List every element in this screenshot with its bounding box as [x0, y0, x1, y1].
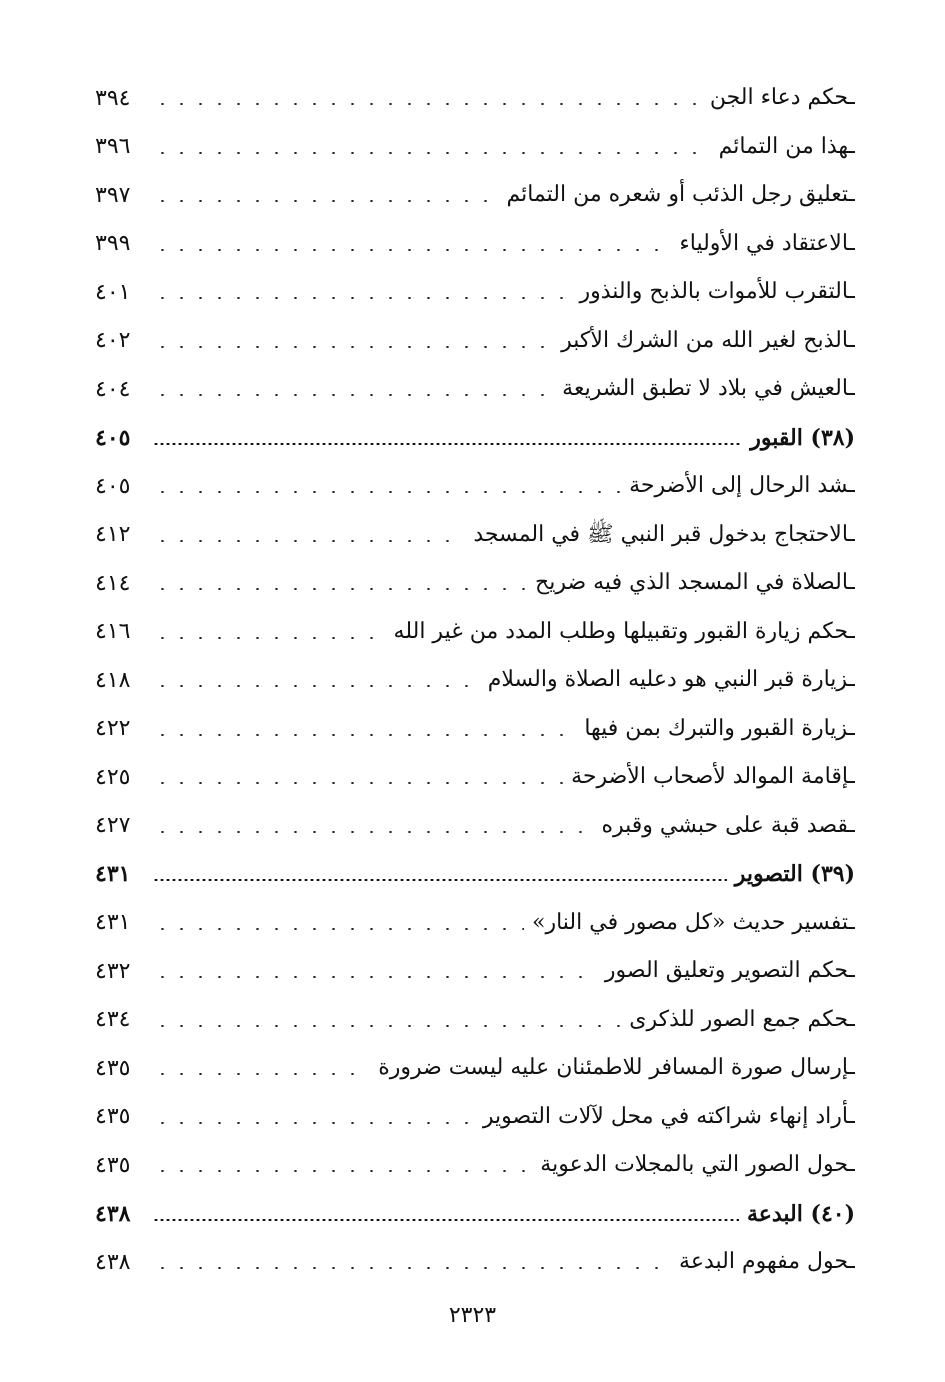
dot-leader [153, 1122, 475, 1124]
toc-entry [95, 171, 855, 220]
toc-entry-title: (٤٠) البدعة [746, 1200, 855, 1227]
dot-leader [153, 1025, 621, 1027]
dot-leader [153, 782, 563, 784]
dot-leader [153, 976, 597, 978]
toc-entry [95, 996, 855, 1045]
toc-entry-title: ـقصد قبة على حبشي وقبره [601, 812, 855, 838]
dot-leader [153, 1219, 739, 1221]
toc-entry-page-number: ٤٠١ [95, 279, 131, 305]
toc-entry [95, 1141, 855, 1190]
dot-leader [153, 588, 527, 590]
dot-leader [153, 1267, 671, 1269]
toc-entry-page-number: ٤٣٥ [95, 1104, 131, 1130]
toc-entry-title: ـحكم دعاء الجن [709, 85, 855, 111]
dot-leader [153, 297, 571, 299]
toc-entry-title: ـتعليق رجل الذئب أو شعره من التمائم [506, 182, 855, 208]
toc-entry-page-number: ٤٠٥ [95, 473, 131, 499]
toc-section-heading [95, 414, 855, 463]
toc-entry-page-number: ٤٣٢ [95, 958, 131, 984]
toc-entry [95, 74, 855, 123]
toc-entry-page-number: ٤١٨ [95, 667, 131, 693]
dot-leader [153, 443, 742, 445]
toc-entry-page-number: ٤٣١ [95, 861, 131, 888]
dot-leader [153, 1073, 370, 1075]
dot-leader [153, 152, 711, 154]
toc-section-heading [95, 1190, 855, 1239]
toc-entry-title: ـالعيش في بلاد لا تطبق الشريعة [562, 376, 855, 402]
toc-entry [95, 123, 855, 172]
toc-entry-title: ـالذبح لغير الله من الشرك الأكبر [561, 327, 855, 353]
toc-entry-page-number: ٣٩٧ [95, 182, 131, 208]
toc-entry-title: ـإرسال صورة المسافر للاطمئنان عليه ليست ضرورة [378, 1055, 855, 1081]
toc-entry [95, 1044, 855, 1093]
toc-entry-title: ـحول مفهوم البدعة [679, 1249, 855, 1275]
toc-entry-title: (٣٩) التصوير [734, 861, 855, 888]
toc-entry [95, 608, 855, 657]
toc-entry [95, 317, 855, 366]
toc-entry-title: ـحكم جمع الصور للذكرى [629, 1006, 855, 1032]
toc-entry-page-number: ٤٠٢ [95, 328, 131, 354]
toc-entry [95, 656, 855, 705]
toc-entry [95, 1238, 855, 1287]
toc-entry-page-number: ٤٣٨ [95, 1200, 131, 1227]
toc-entry [95, 899, 855, 948]
toc-entry-page-number: ٤١٦ [95, 619, 131, 645]
toc-entry [95, 365, 855, 414]
toc-entry-page-number: ٣٩٦ [95, 134, 131, 160]
dot-leader [153, 540, 465, 542]
toc-entry [95, 511, 855, 560]
toc-entry-title: ـالاعتقاد في الأولياء [679, 230, 855, 256]
toc-entry-page-number: ٤٢٧ [95, 813, 131, 839]
toc-entry-page-number: ٤١٤ [95, 570, 131, 596]
toc-entry-title: ـحكم زيارة القبور وتقبيلها وطلب المدد من غير الله [393, 618, 855, 644]
toc-entry-title: ـهذا من التمائم [718, 133, 855, 159]
toc-entry-title: ـالتقرب للأموات بالذبح والنذور [579, 279, 855, 305]
toc-entry [95, 753, 855, 802]
toc-section-heading [95, 850, 855, 899]
dot-leader [153, 491, 621, 493]
toc-entry-title: ـحول الصور التي بالمجلات الدعوية [540, 1152, 855, 1178]
dot-leader [153, 103, 702, 105]
toc-entry-page-number: ٤٠٥ [95, 424, 131, 451]
toc-entry-title: ـزيارة القبور والتبرك بمن فيها [584, 715, 855, 741]
toc-entry-title: ـتفسير حديث «كل مصور في النار» [532, 909, 855, 935]
toc-entry [95, 802, 855, 851]
dot-leader [153, 200, 498, 202]
toc-entry [95, 220, 855, 269]
toc-entry-title: ـالاحتجاج بدخول قبر النبي ﷺ في المسجد [473, 521, 855, 547]
dot-leader [153, 394, 554, 396]
toc-entry-title: ـإقامة الموالد لأصحاب الأضرحة [571, 764, 855, 790]
dot-leader [153, 346, 553, 348]
toc-entry-page-number: ٤١٢ [95, 522, 131, 548]
toc-entry [95, 268, 855, 317]
toc-entry-title: (٣٨) القبور [750, 424, 855, 451]
toc-entry-page-number: ٤٢٢ [95, 716, 131, 742]
toc-entry-title: ـشد الرحال إلى الأضرحة [629, 473, 855, 499]
dot-leader [153, 879, 727, 881]
page-number: ٢٣٢٣ [448, 1303, 497, 1328]
toc-entry-title: ـأراد إنهاء شراكته في محل لآلات التصوير [482, 1103, 855, 1129]
toc-entry-page-number: ٣٩٩ [95, 231, 131, 257]
dot-leader [153, 637, 386, 639]
toc-entry-page-number: ٤٣٥ [95, 1055, 131, 1081]
toc-entry [95, 1093, 855, 1142]
table-of-contents [95, 74, 855, 1287]
dot-leader [153, 831, 593, 833]
toc-entry-page-number: ٤٣٥ [95, 1152, 131, 1178]
dot-leader [153, 685, 480, 687]
toc-entry [95, 705, 855, 754]
toc-entry-title: ـالصلاة في المسجد الذي فيه ضريح [535, 570, 855, 596]
dot-leader [153, 928, 524, 930]
toc-entry-page-number: ٤٠٤ [95, 376, 131, 402]
toc-entry-page-number: ٤٣١ [95, 910, 131, 936]
dot-leader [153, 734, 576, 736]
toc-entry-title: ـحكم التصوير وتعليق الصور [604, 958, 855, 984]
toc-entry [95, 947, 855, 996]
toc-entry [95, 559, 855, 608]
toc-entry-page-number: ٤٣٨ [95, 1249, 131, 1275]
toc-entry-page-number: ٣٩٤ [95, 85, 131, 111]
toc-entry [95, 462, 855, 511]
toc-entry-page-number: ٤٣٤ [95, 1007, 131, 1033]
toc-entry-page-number: ٤٢٥ [95, 764, 131, 790]
toc-entry-title: ـزيارة قبر النبي هو دعليه الصلاة والسلام [487, 667, 855, 693]
dot-leader [153, 1170, 532, 1172]
dot-leader [153, 249, 671, 251]
